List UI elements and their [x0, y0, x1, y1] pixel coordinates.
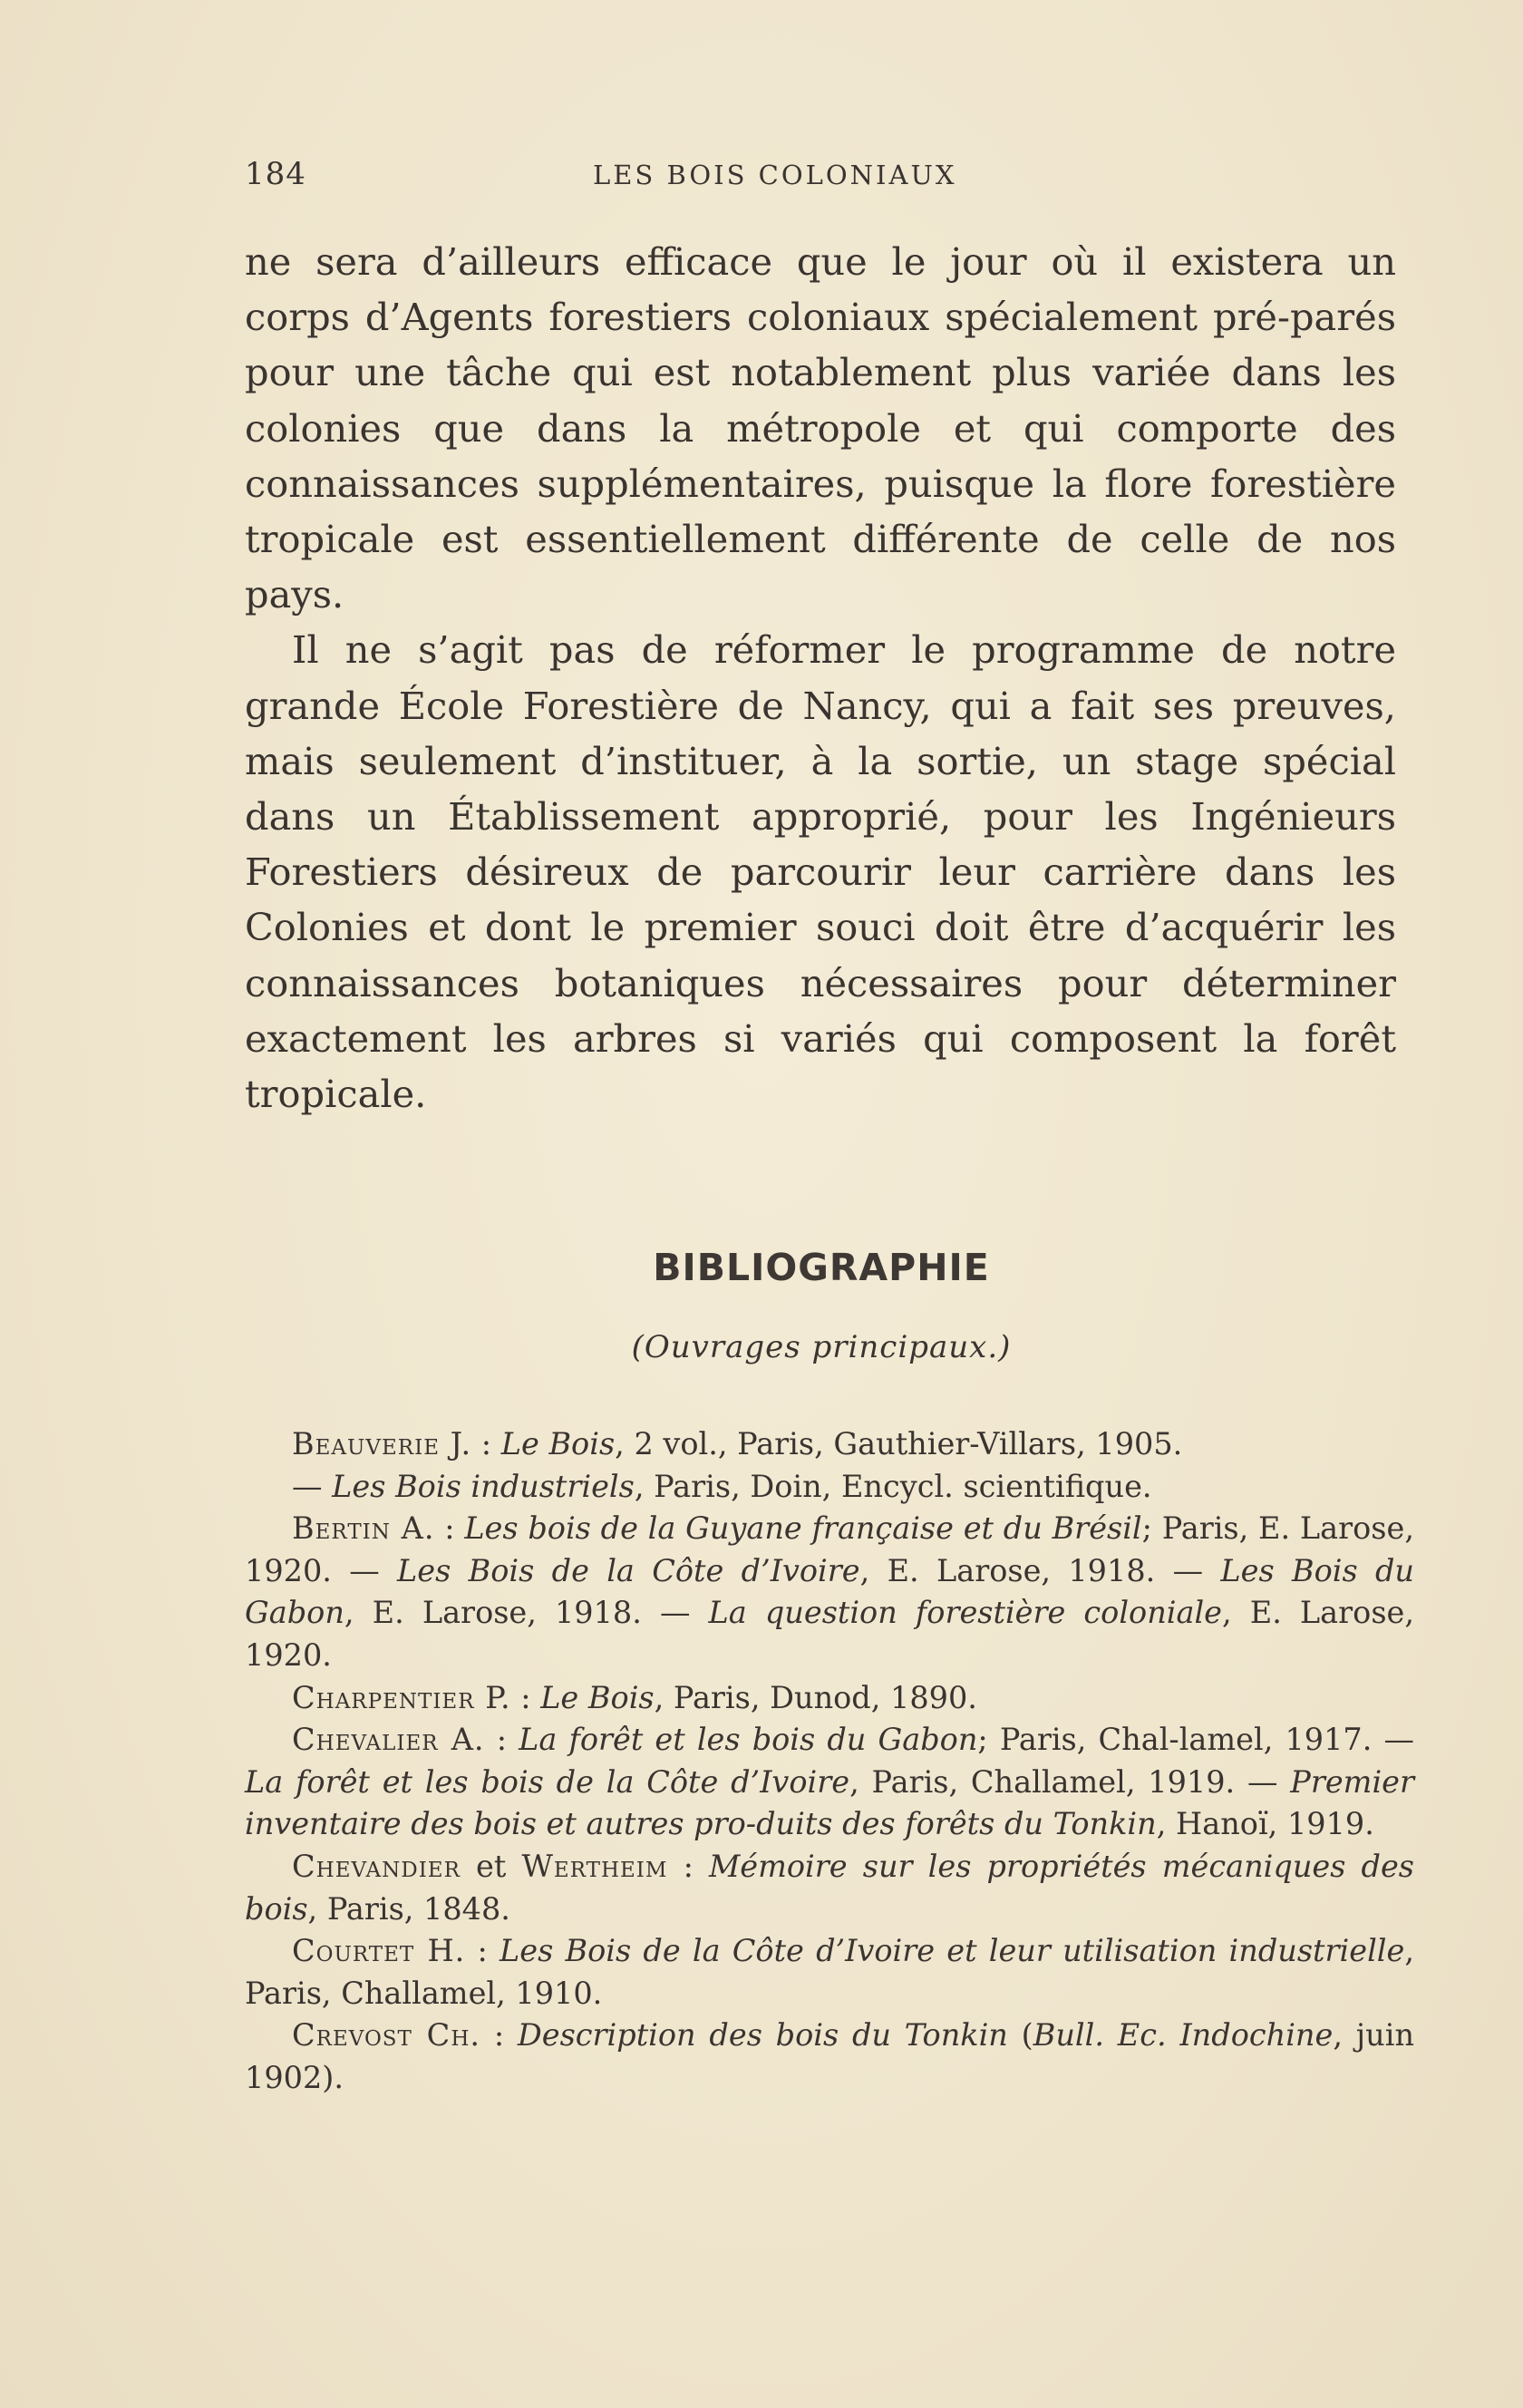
entry-details: , Paris, Doin, Encycl. scientifique. — [634, 1468, 1152, 1504]
entry-title: Les Bois du Gabon — [245, 1552, 1415, 1631]
entry-details: , 2 vol., Paris, Gauthier-Villars, 1905. — [615, 1426, 1183, 1461]
entry-title: La forêt et les bois du Gabon — [519, 1722, 978, 1758]
entry-author: Bertin A. — [292, 1510, 435, 1547]
running-head: LES BOIS COLONIAUX — [593, 160, 957, 190]
entry-author: Chevalier A. — [292, 1722, 485, 1758]
entry-title: Les Bois de la Côte d’Ivoire — [397, 1552, 860, 1588]
entry-title: Le Bois — [540, 1679, 655, 1715]
entry-title: Mémoire sur les propriétés mécaniques des bois — [245, 1848, 1415, 1927]
page-number: 184 — [245, 156, 306, 192]
body-paragraph-2: Il ne s’agit pas de réformer le programme de notre grande École Forestière de Nancy, qui a fait ses preuves, mais seulement d’instituer, à la sortie, un stage spécial dans un Établissement approprié, pour les Ingénieurs Forestiers désireux de parcourir leur carrière dans les Colonies et dont le premier souci doit être d’acquérir les connaissances botaniques nécessaires pour déterminer exactement les arbres si variés qui composent la forêt tropicale. — [245, 627, 1396, 1117]
entry-title: Le Bois — [500, 1426, 616, 1461]
entry-title: Les Bois de la Côte d’Ivoire et leur utilisation industrielle — [500, 1933, 1405, 1969]
entry-author: Beauverie J. — [292, 1426, 472, 1461]
entry-author: Courtet H. — [292, 1933, 466, 1969]
bibliography-title: BIBLIOGRAPHIE — [653, 1246, 990, 1289]
entry-title: La question forestière coloniale — [708, 1595, 1223, 1631]
entry-title: Les Bois industriels — [332, 1468, 635, 1504]
entry-title: Bull. Ec. Indochine — [1033, 2017, 1334, 2054]
bibliography-entry: — Les Bois industriels, Paris, Doin, Encycl. scientifique. — [292, 1468, 1152, 1504]
bibliography-entry: Crevost Ch. : Description des bois du Tonkin (Bull. Ec. Indochine, juin 1902). — [245, 2017, 1415, 2095]
bibliography-entry: Courtet H. : Les Bois de la Côte d’Ivoire et leur utilisation industrielle, Paris, Challamel, 1910. — [245, 1933, 1414, 2011]
bibliography-entry: Chevalier A. : La forêt et les bois du Gabon; Paris, Chal-lamel, 1917. — La forêt et les bois de la Côte d’Ivoire, Paris, Challamel, 1919. — Premier inventaire des bois et autres pro-duits des forêts du Tonkin, Hanoï, 1919. — [245, 1722, 1415, 1842]
bibliography-entry: Bertin A. : Les bois de la Guyane française et du Brésil; Paris, E. Larose, 1920. — Les Bois de la Côte d’Ivoire, E. Larose, 1918. — Les Bois du Gabon, E. Larose, 1918. — La question forestière coloniale, E. Larose, 1920. — [245, 1510, 1415, 1673]
entry-author: Wertheim — [521, 1848, 668, 1884]
bibliography-entry: Chevandier et Wertheim : Mémoire sur les propriétés mécaniques des bois, Paris, 1848. — [245, 1848, 1415, 1927]
entry-title: Premier inventaire des bois et autres pro-duits des forêts du Tonkin — [245, 1763, 1414, 1842]
bibliography-list — [245, 1423, 1414, 2100]
bibliography-subtitle: (Ouvrages principaux.) — [631, 1329, 1012, 1365]
page-header — [245, 156, 1278, 201]
entry-author: Charpentier P. — [292, 1679, 511, 1715]
entry-title: Description des bois du Tonkin — [517, 2017, 1008, 2054]
bibliography-entry: Charpentier P. : Le Bois, Paris, Dunod, 1890. — [292, 1679, 977, 1715]
entry-title: La forêt et les bois de la Côte d’Ivoire — [245, 1763, 850, 1800]
bibliography-entry: Beauverie J. : Le Bois, 2 vol., Paris, Gauthier-Villars, 1905. — [292, 1426, 1183, 1461]
body-text — [245, 234, 1396, 1121]
body-paragraph-1: ne sera d’ailleurs efficace que le jour où il existera un corps d’Agents forestiers coloniaux spécialement pré-parés pour une tâche qui est notablement plus variée dans les colonies que dans la métropole et qui comporte des connaissances supplémentaires, puisque la flore forestière tropicale est essentiellement différente de celle de nos pays. — [245, 239, 1396, 617]
entry-author: Crevost Ch. — [292, 2017, 481, 2054]
entry-title: Les bois de la Guyane française et du Brésil — [464, 1510, 1142, 1547]
entry-author: Chevandier — [292, 1848, 461, 1884]
